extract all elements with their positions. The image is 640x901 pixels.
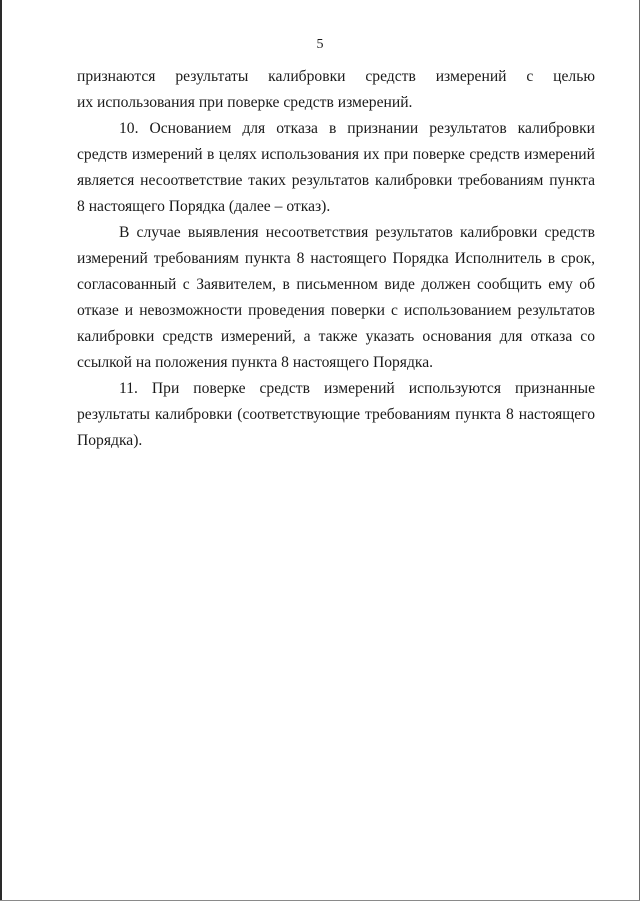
word: целью bbox=[553, 68, 595, 85]
word: средств bbox=[365, 68, 416, 85]
word: результаты bbox=[175, 68, 249, 85]
paragraph-continuation bbox=[77, 64, 595, 116]
document-body bbox=[77, 64, 595, 454]
paragraph-first-line bbox=[77, 64, 595, 90]
word: калибровки bbox=[268, 68, 346, 85]
paragraph-text: их использования при поверке средств измерений. bbox=[77, 94, 413, 111]
paragraph-item-11: 11. При поверке средств измерений используются признанные результаты калибровки (соответствующие требованиям пункта 8 настоящего Порядка). bbox=[77, 380, 595, 449]
scan-edge-left bbox=[0, 0, 2, 901]
word: с bbox=[526, 68, 534, 85]
paragraph-item-10: 10. Основанием для отказа в признании результатов калибровки средств измерений в целях использования их при поверке средств измерений является несоответствие таких результатов калибровки требованиям пункта 8 настоящего Порядка (далее – отказ). bbox=[77, 120, 595, 215]
word: признаются bbox=[77, 68, 156, 85]
word: измерений bbox=[435, 68, 507, 85]
page-number: 5 bbox=[316, 37, 324, 52]
paragraph-item-10-continued: В случае выявления несоответствия результатов калибровки средств измерений требованиям пункта 8 настоящего Порядка Исполнитель в срок, согласованный с Заявителем, в письменном виде должен сообщить ему об отказе и невозможности проведения поверки с использованием результатов калибровки средств измерений, а также указать основания для отказа со ссылкой на положения пункта 8 настоящего Порядка. bbox=[77, 224, 595, 371]
